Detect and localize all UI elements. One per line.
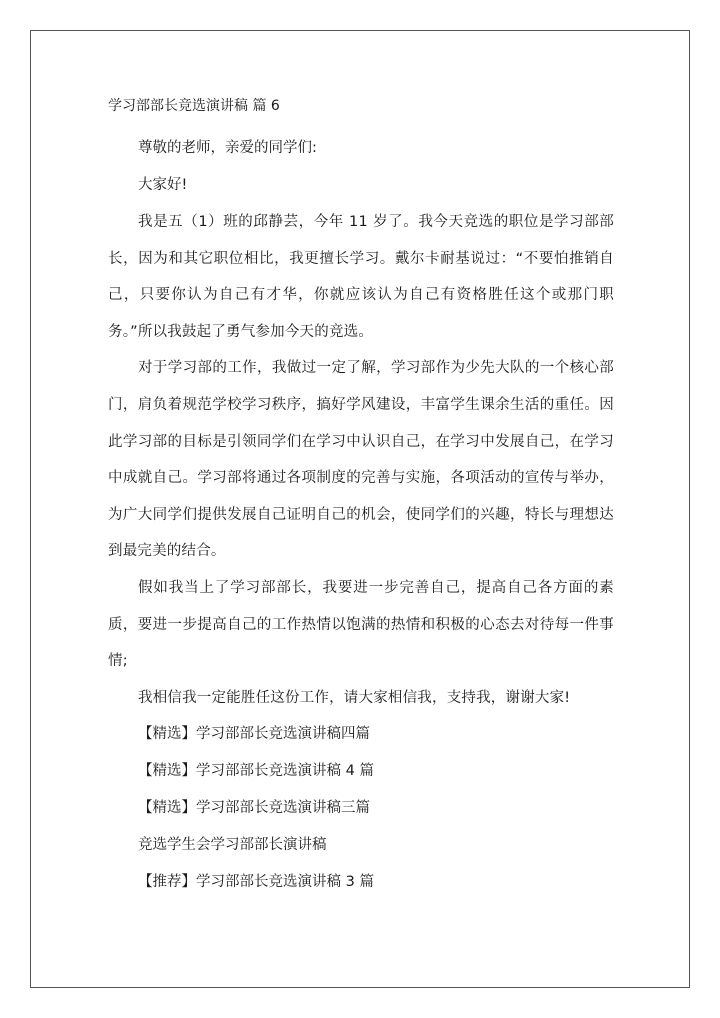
related-link[interactable]: 【精选】学习部部长竞选演讲稿三篇: [138, 799, 370, 816]
related-link[interactable]: 【精选】学习部部长竞选演讲稿 4 篇: [138, 763, 374, 780]
document-body: [108, 94, 614, 900]
salutation: 尊敬的老师，亲爱的同学们:: [138, 140, 317, 156]
paragraph-promise: 假如我当上了学习部部长，我要进一步完善自己，提高自己各方面的素质，要进一步提高自己的工作热情以饱满的热情和积极的心态去对待每一件事情;: [108, 579, 614, 670]
paragraph-department: 对于学习部的工作，我做过一定了解，学习部作为少先大队的一个核心部门，肩负着规范学校学习秩序，搞好学风建设，丰富学生课余生活的重任。因此学习部的目标是引领同学们在学习中认识自己，在学习中发展自己，在学习中成就自己。学习部将通过各项制度的完善与实施，各项活动的宣传与举办，为广大同学们提供发展自己证明自己的机会，使同学们的兴趣，特长与理想达到最完美的结合。: [108, 360, 614, 560]
related-links-list: [108, 716, 614, 900]
related-link[interactable]: 【精选】学习部部长竞选演讲稿四篇: [138, 726, 370, 743]
paragraph-closing: 我相信我一定能胜任这份工作，请大家相信我，支持我，谢谢大家!: [138, 689, 571, 706]
related-link[interactable]: 竞选学生会学习部部长演讲稿: [138, 836, 327, 853]
document-title: 学习部部长竞选演讲稿 篇 6: [108, 98, 280, 114]
related-link[interactable]: 【推荐】学习部部长竞选演讲稿 3 篇: [138, 873, 374, 890]
paragraph-intro: 我是五（1）班的邱静芸，今年 11 岁了。我今天竞选的职位是学习部部长，因为和其它职位相比，我更擅长学习。戴尔卡耐基说过：“不要怕推销自己，只要你认为自己有才华，你就应该认为自己有资格胜任这个或那门职务。”所以我鼓起了勇气参加今天的竞选。: [108, 214, 614, 340]
greeting: 大家好!: [138, 177, 188, 193]
